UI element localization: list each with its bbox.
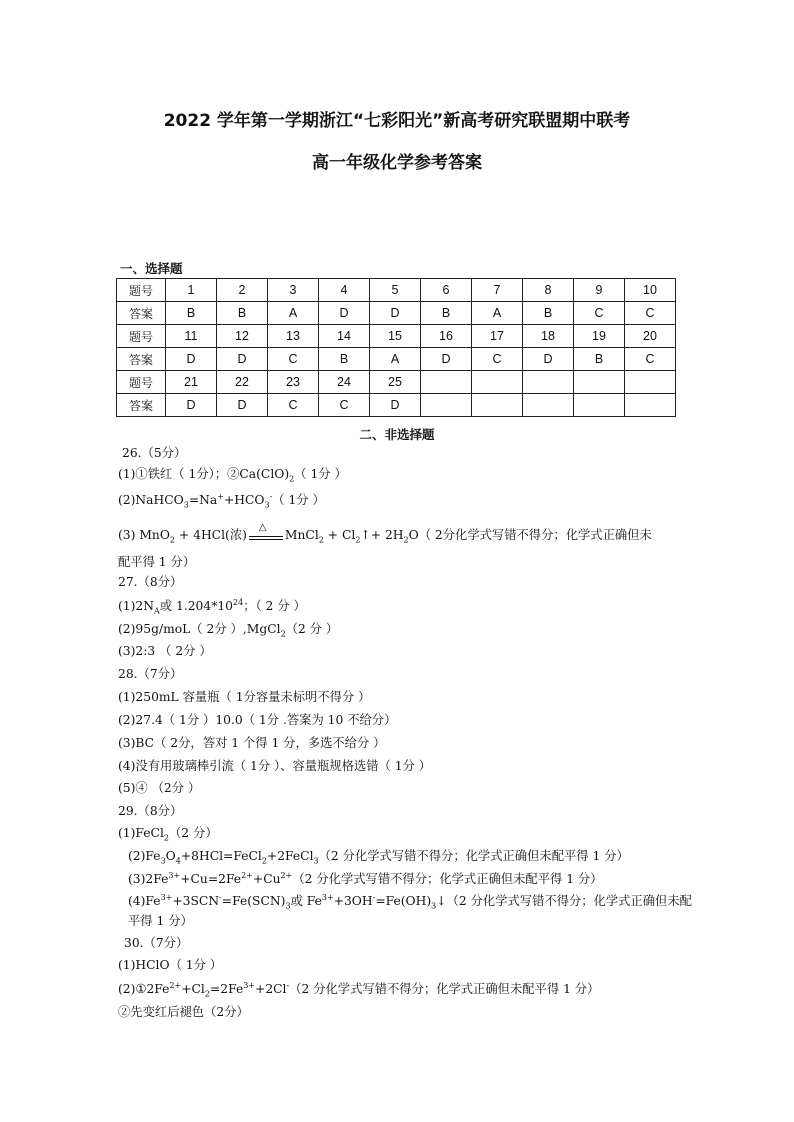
answer-table-cell: D — [217, 394, 268, 417]
q26-answer-3: (3) MnO$_2$ + 4HCl(浓) △ MnCl$_2$ + $Cl_2↑+ 2H_2O$（ 2分化学式写错不得分；化学式正确但未 — [118, 521, 652, 545]
answer-table-row — [117, 371, 676, 394]
row-label: 答案 — [117, 302, 166, 325]
q27-answer-1: $(1)2N_A$或 $1.204*10^{24}$；（ 2 分 ） — [118, 597, 306, 616]
q26-answer-3-cont: 配平得 1 分） — [118, 555, 196, 569]
answer-table-cell: 8 — [523, 279, 574, 302]
q29-answer-1: (1)FeCl$_2$（2 分） — [118, 826, 218, 843]
answer-table-cell: A — [370, 348, 421, 371]
answer-table-cell: 14 — [319, 325, 370, 348]
answer-table-cell: C — [268, 394, 319, 417]
q28-answer-4: (4)没有用玻璃棒引流（ 1分 ）、容量瓶规格选错（ 1分 ） — [118, 759, 432, 773]
q27-heading: 27.（8分） — [118, 575, 183, 589]
answer-table-cell: B — [421, 302, 472, 325]
answer-table-cell: B — [523, 302, 574, 325]
answer-table-cell: 12 — [217, 325, 268, 348]
answer-table-cell: 10 — [625, 279, 676, 302]
q26-answer-1: (1)①铁红（ 1分）；$②Ca(ClO)_2$（ 1分 ） — [118, 467, 347, 484]
answer-table-cell — [523, 371, 574, 394]
q30-answer-1: (1)HClO（ 1分 ） — [118, 958, 223, 972]
answer-table-cell: D — [319, 302, 370, 325]
answer-table-cell: 18 — [523, 325, 574, 348]
q29-heading: 29.（8分） — [118, 804, 183, 818]
answer-table-cell: 1 — [166, 279, 217, 302]
answer-table-cell: 3 — [268, 279, 319, 302]
section-free-response-heading: 二、非选择题 — [359, 427, 435, 442]
answer-table-cell — [625, 371, 676, 394]
answer-table-cell: 25 — [370, 371, 421, 394]
q26-answer-2: $(2)NaHCO_3=Na^++HCO_3^-$（ 1分 ） — [118, 491, 325, 510]
answer-table-cell: D — [370, 302, 421, 325]
answer-table-cell: 7 — [472, 279, 523, 302]
row-label: 答案 — [117, 348, 166, 371]
answer-table-cell: C — [319, 394, 370, 417]
document-title: 2022 学年第一学期浙江“七彩阳光”新高考研究联盟期中联考 — [163, 111, 631, 131]
q30-answer-2: $(2)①2Fe^{2+}+Cl_2=2Fe^{3+}+2Cl^-(2$ 分化学式写错不得分；化学式正确但未配平得 1 分） — [118, 980, 600, 999]
document-subtitle: 高一年级化学参考答案 — [312, 153, 482, 173]
answer-table-row — [117, 302, 676, 325]
answer-table-row — [117, 394, 676, 417]
q28-answer-1: (1)250mL 容量瓶（ 1分容量未标明不得分 ） — [118, 690, 371, 704]
answer-table-cell: C — [625, 302, 676, 325]
answer-table-cell — [523, 394, 574, 417]
answer-table-cell: 20 — [625, 325, 676, 348]
answer-table-cell: 22 — [217, 371, 268, 394]
answer-table-cell: 5 — [370, 279, 421, 302]
answer-table-cell — [472, 371, 523, 394]
answer-table-row — [117, 279, 676, 302]
answer-table-cell: D — [166, 394, 217, 417]
answer-table-cell: D — [421, 348, 472, 371]
q29-answer-2: $(2)Fe_3O_4+8HCl=FeCl_2+2FeCl_3(2$ 分化学式写错不得分；化学式正确但未配平得 1 分） — [128, 849, 629, 866]
answer-table-cell: 13 — [268, 325, 319, 348]
answer-table-cell — [421, 371, 472, 394]
answer-table-cell: 23 — [268, 371, 319, 394]
answer-table-cell: B — [319, 348, 370, 371]
answer-table-cell: D — [166, 348, 217, 371]
answer-table-cell: 4 — [319, 279, 370, 302]
answer-table-cell: 19 — [574, 325, 625, 348]
q30-heading: 30.（7分） — [124, 936, 189, 950]
answer-table-row — [117, 348, 676, 371]
answer-table-cell: 21 — [166, 371, 217, 394]
answer-table-cell: A — [268, 302, 319, 325]
section-multiple-choice-heading: 一、选择题 — [120, 261, 183, 276]
q29-answer-3: $(3)2Fe^{3+}+Cu=2Fe^{2+}+Cu^{2+}(2$ 分化学式写错不得分；化学式正确但未配平得 1 分） — [128, 870, 603, 886]
answer-table-cell: C — [574, 302, 625, 325]
q28-answer-3: (3)BC（ 2分，答对 1 个得 1 分，多选不给分 ） — [118, 736, 386, 750]
answer-table-cell: C — [472, 348, 523, 371]
answer-table-cell: D — [217, 348, 268, 371]
answer-table-cell — [472, 394, 523, 417]
answer-table-cell: B — [166, 302, 217, 325]
answer-table-cell: 6 — [421, 279, 472, 302]
answer-table-cell: A — [472, 302, 523, 325]
answer-table-cell: C — [625, 348, 676, 371]
answer-table-cell: 11 — [166, 325, 217, 348]
answer-table-cell: 24 — [319, 371, 370, 394]
answer-table-cell: 16 — [421, 325, 472, 348]
row-label: 题号 — [117, 279, 166, 302]
q26-heading: 26.（5分） — [122, 446, 187, 460]
row-label: 答案 — [117, 394, 166, 417]
row-label: 题号 — [117, 325, 166, 348]
heat-condition-symbol: △ — [249, 529, 283, 543]
row-label: 题号 — [117, 371, 166, 394]
answer-table-cell — [625, 394, 676, 417]
q28-heading: 28.（7分） — [118, 667, 183, 681]
answer-table-cell — [421, 394, 472, 417]
answer-table-cell: D — [523, 348, 574, 371]
answer-table-cell: 15 — [370, 325, 421, 348]
answer-table-cell: 9 — [574, 279, 625, 302]
answer-table-cell: B — [217, 302, 268, 325]
answer-table-cell: 2 — [217, 279, 268, 302]
answer-table-cell: 17 — [472, 325, 523, 348]
answer-table-cell: C — [268, 348, 319, 371]
q27-answer-2: (2)95g/moL（ 2分 ）,MgCl$_2$（2 分 ） — [118, 622, 339, 639]
answer-table-cell — [574, 394, 625, 417]
q30-answer-3: ②先变红后褪色（2分） — [118, 1005, 249, 1019]
answer-table-cell: B — [574, 348, 625, 371]
q27-answer-3: (3)2:3 （ 2分 ） — [118, 644, 212, 658]
q29-answer-4-cont: 平得 1 分） — [128, 914, 193, 928]
answer-table-row — [117, 325, 676, 348]
answer-table-cell — [574, 371, 625, 394]
q29-answer-4: $(4)Fe^{3+}+3SCN^-=Fe(SCN)_3$或 $Fe^{3+}+3OH^-=Fe(OH)_3↓(2$ 分化学式写错不得分；化学式正确但未配 — [128, 892, 692, 911]
q28-answer-5: (5)④ （2分 ） — [118, 781, 201, 795]
answer-table — [116, 278, 676, 417]
q28-answer-2: (2)27.4（ 1分 ）10.0（ 1分 .答案为 10 不给分） — [118, 713, 397, 727]
answer-table-cell: D — [370, 394, 421, 417]
